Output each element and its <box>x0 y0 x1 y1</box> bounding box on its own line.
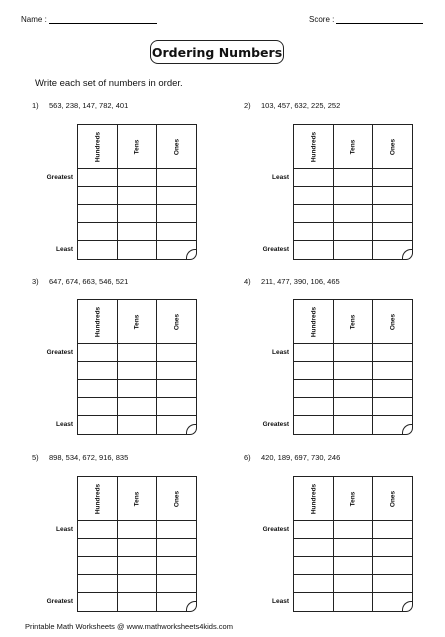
problem-label <box>32 101 128 110</box>
column-header-label: Tens <box>349 491 357 506</box>
name-field[interactable] <box>21 15 157 24</box>
column-header <box>373 477 412 521</box>
answer-cell[interactable] <box>294 223 334 241</box>
answer-cell[interactable] <box>118 575 157 593</box>
answer-cell[interactable] <box>334 223 373 241</box>
answer-cell[interactable] <box>157 398 196 416</box>
column-header <box>157 477 196 521</box>
corner-curl-icon <box>186 249 196 259</box>
order-bottom-label: Least <box>272 598 289 605</box>
column-header-label: Hundreds <box>310 131 317 162</box>
answer-cell[interactable] <box>334 380 373 398</box>
corner-curl-icon <box>402 424 412 434</box>
answer-cell[interactable] <box>294 241 334 259</box>
column-header <box>294 125 334 169</box>
answer-cell[interactable] <box>78 187 118 205</box>
answer-cell[interactable] <box>334 521 373 539</box>
column-header-label: Tens <box>133 139 141 154</box>
answer-cell[interactable] <box>157 416 196 434</box>
column-header <box>118 125 157 169</box>
problem-label <box>244 277 340 286</box>
place-value-grid <box>77 476 197 612</box>
column-header <box>294 477 334 521</box>
answer-cell[interactable] <box>294 539 334 557</box>
place-value-grid <box>293 124 413 260</box>
column-header <box>78 125 118 169</box>
column-header <box>118 300 157 344</box>
answer-cell[interactable] <box>373 169 412 187</box>
column-header-label: Ones <box>173 138 180 155</box>
answer-cell[interactable] <box>118 241 157 259</box>
answer-cell[interactable] <box>373 398 412 416</box>
answer-cell[interactable] <box>373 205 412 223</box>
number-set: 211, 477, 390, 106, 465 <box>261 277 340 286</box>
answer-cell[interactable] <box>334 539 373 557</box>
answer-cell[interactable] <box>334 344 373 362</box>
answer-cell[interactable] <box>334 593 373 611</box>
answer-cell[interactable] <box>78 593 118 611</box>
answer-cell[interactable] <box>78 575 118 593</box>
answer-cell[interactable] <box>373 521 412 539</box>
column-header <box>157 300 196 344</box>
column-header-label: Hundreds <box>310 483 317 514</box>
answer-cell[interactable] <box>294 344 334 362</box>
column-header <box>118 477 157 521</box>
answer-cell[interactable] <box>373 380 412 398</box>
name-line[interactable] <box>49 15 157 24</box>
column-header-label: Ones <box>389 490 396 507</box>
answer-cell[interactable] <box>294 169 334 187</box>
order-bottom-label: Greatest <box>46 598 73 605</box>
answer-cell[interactable] <box>157 557 196 575</box>
order-bottom-label: Least <box>56 246 73 253</box>
answer-cell[interactable] <box>157 241 196 259</box>
answer-cell[interactable] <box>118 539 157 557</box>
column-header-label: Ones <box>389 313 396 330</box>
answer-cell[interactable] <box>157 575 196 593</box>
answer-cell[interactable] <box>157 223 196 241</box>
answer-cell[interactable] <box>373 362 412 380</box>
column-header <box>334 125 373 169</box>
answer-cell[interactable] <box>294 205 334 223</box>
order-bottom-label: Greatest <box>262 246 289 253</box>
column-header-label: Ones <box>389 138 396 155</box>
answer-cell[interactable] <box>334 362 373 380</box>
column-header <box>334 477 373 521</box>
answer-cell[interactable] <box>78 539 118 557</box>
column-header <box>294 300 334 344</box>
problem-number: 6) <box>244 453 251 462</box>
answer-cell[interactable] <box>118 205 157 223</box>
answer-cell[interactable] <box>78 205 118 223</box>
answer-cell[interactable] <box>118 380 157 398</box>
answer-cell[interactable] <box>334 557 373 575</box>
answer-cell[interactable] <box>334 398 373 416</box>
answer-cell[interactable] <box>373 575 412 593</box>
order-bottom-label: Least <box>56 421 73 428</box>
answer-cell[interactable] <box>118 593 157 611</box>
column-header <box>78 477 118 521</box>
column-header-label: Tens <box>133 314 141 329</box>
corner-curl-icon <box>186 424 196 434</box>
answer-cell[interactable] <box>334 416 373 434</box>
worksheet-title: Ordering Numbers <box>150 40 284 64</box>
order-top-label: Least <box>272 174 289 181</box>
answer-cell[interactable] <box>78 169 118 187</box>
answer-cell[interactable] <box>157 205 196 223</box>
column-header-label: Hundreds <box>310 306 317 337</box>
column-header-label: Hundreds <box>94 306 101 337</box>
column-header <box>157 125 196 169</box>
answer-cell[interactable] <box>294 521 334 539</box>
order-top-label: Greatest <box>262 526 289 533</box>
answer-cell[interactable] <box>334 205 373 223</box>
answer-cell[interactable] <box>118 187 157 205</box>
answer-cell[interactable] <box>373 557 412 575</box>
column-header-label: Tens <box>133 491 141 506</box>
answer-cell[interactable] <box>78 416 118 434</box>
score-line[interactable] <box>336 15 423 24</box>
answer-cell[interactable] <box>373 344 412 362</box>
answer-cell[interactable] <box>294 593 334 611</box>
problem-label <box>32 277 128 286</box>
place-value-grid <box>293 299 413 435</box>
answer-cell[interactable] <box>78 557 118 575</box>
answer-cell[interactable] <box>118 362 157 380</box>
order-top-label: Greatest <box>46 174 73 181</box>
answer-cell[interactable] <box>157 187 196 205</box>
order-top-label: Least <box>56 526 73 533</box>
column-header-label: Hundreds <box>94 131 101 162</box>
answer-cell[interactable] <box>157 593 196 611</box>
problem-label <box>32 453 128 462</box>
order-top-label: Greatest <box>46 349 73 356</box>
problem-number: 2) <box>244 101 251 110</box>
answer-cell[interactable] <box>78 223 118 241</box>
instructions: Write each set of numbers in order. <box>35 78 183 89</box>
corner-curl-icon <box>402 601 412 611</box>
answer-cell[interactable] <box>157 169 196 187</box>
problem-number: 5) <box>32 453 39 462</box>
answer-cell[interactable] <box>373 593 412 611</box>
column-header <box>373 125 412 169</box>
column-header-label: Tens <box>349 314 357 329</box>
number-set: 103, 457, 632, 225, 252 <box>261 101 341 110</box>
answer-cell[interactable] <box>118 398 157 416</box>
answer-cell[interactable] <box>294 557 334 575</box>
number-set: 898, 534, 672, 916, 835 <box>49 453 129 462</box>
answer-cell[interactable] <box>118 223 157 241</box>
answer-cell[interactable] <box>78 362 118 380</box>
corner-curl-icon <box>402 249 412 259</box>
footer-credit: Printable Math Worksheets @ www.mathworksheets4kids.com <box>25 622 233 631</box>
column-header <box>373 300 412 344</box>
place-value-grid <box>77 299 197 435</box>
column-header-label: Ones <box>173 313 180 330</box>
number-set: 420, 189, 697, 730, 246 <box>261 453 341 462</box>
column-header <box>78 300 118 344</box>
answer-cell[interactable] <box>157 380 196 398</box>
name-label: Name : <box>21 15 47 24</box>
answer-cell[interactable] <box>118 557 157 575</box>
corner-curl-icon <box>186 601 196 611</box>
answer-cell[interactable] <box>118 521 157 539</box>
answer-cell[interactable] <box>294 416 334 434</box>
answer-cell[interactable] <box>78 241 118 259</box>
column-header-label: Hundreds <box>94 483 101 514</box>
problem-label <box>244 101 340 110</box>
column-header-label: Ones <box>173 490 180 507</box>
answer-cell[interactable] <box>294 575 334 593</box>
answer-cell[interactable] <box>157 362 196 380</box>
answer-cell[interactable] <box>118 416 157 434</box>
order-bottom-label: Greatest <box>262 421 289 428</box>
score-label: Score : <box>309 15 335 24</box>
place-value-grid <box>293 476 413 612</box>
problem-number: 3) <box>32 277 39 286</box>
order-top-label: Least <box>272 349 289 356</box>
place-value-grid <box>77 124 197 260</box>
answer-cell[interactable] <box>78 521 118 539</box>
problem-number: 1) <box>32 101 39 110</box>
answer-cell[interactable] <box>334 575 373 593</box>
answer-cell[interactable] <box>373 416 412 434</box>
number-set: 563, 238, 147, 782, 401 <box>49 101 129 110</box>
column-header-label: Tens <box>349 139 357 154</box>
answer-cell[interactable] <box>334 169 373 187</box>
answer-cell[interactable] <box>294 187 334 205</box>
problem-number: 4) <box>244 277 251 286</box>
answer-cell[interactable] <box>294 362 334 380</box>
answer-cell[interactable] <box>157 344 196 362</box>
answer-cell[interactable] <box>118 344 157 362</box>
answer-cell[interactable] <box>334 187 373 205</box>
answer-cell[interactable] <box>118 169 157 187</box>
answer-cell[interactable] <box>373 223 412 241</box>
answer-cell[interactable] <box>157 521 196 539</box>
score-field[interactable] <box>309 15 423 24</box>
problem-label <box>244 453 340 462</box>
answer-cell[interactable] <box>373 539 412 557</box>
answer-cell[interactable] <box>78 344 118 362</box>
answer-cell[interactable] <box>294 398 334 416</box>
answer-cell[interactable] <box>373 241 412 259</box>
number-set: 647, 674, 663, 546, 521 <box>49 277 129 286</box>
answer-cell[interactable] <box>294 380 334 398</box>
answer-cell[interactable] <box>334 241 373 259</box>
answer-cell[interactable] <box>78 380 118 398</box>
column-header <box>334 300 373 344</box>
answer-cell[interactable] <box>78 398 118 416</box>
answer-cell[interactable] <box>373 187 412 205</box>
answer-cell[interactable] <box>157 539 196 557</box>
